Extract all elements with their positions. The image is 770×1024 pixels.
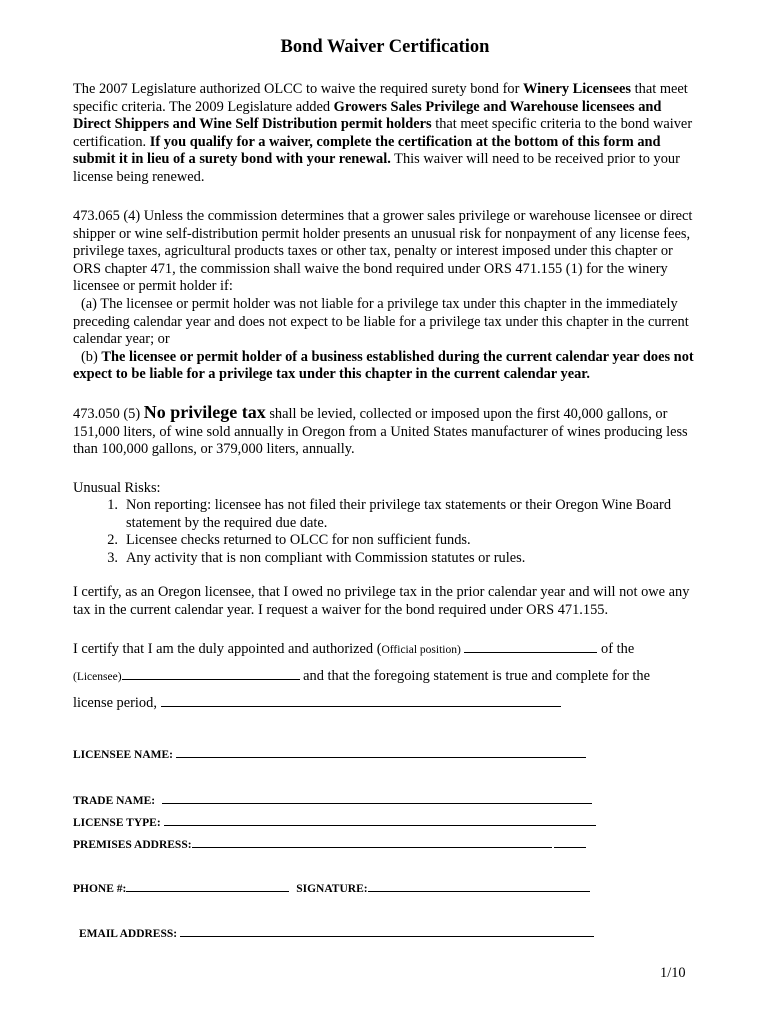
intro-paragraph: The 2007 Legislature authorized OLCC to waive the required surety bond for Winery Licensees that meet specific criteria. The 2009 Legislature added Growers Sales Privilege and Warehouse licensees and Direct Shippers and Wine Self Distribution permit holders that meet specific criteria to the bond waiver certification. If you qualify for a waiver, complete the certification at the bottom of this form and submit it in lieu of a surety bond with your renewal. This waiver will need to be received prior to your license being renewed. [73,81,693,185]
list-item: 1. Non reporting: licensee has not filed their privilege tax statements or their Oregon Wine Board statement by the required due date. [107,497,672,531]
phone-signature-row: PHONE #: SIGNATURE: [73,881,590,895]
license-type-input[interactable] [164,815,596,826]
statute-473-065: 473.065 (4) Unless the commission determines that a grower sales privilege or warehouse licensee or direct shipper or wine self-distribution permit holder presents an unusual risk for nonpayment of any license fees, privilege taxes, agricultural products taxes or other tax, penalty or interest imposed under this chapter or ORS chapter 471, the commission shall waive the bond required under ORS 471.155 (1) for the winery licensee or permit holder if: (a) The licensee or permit holder was not liable for a privilege tax under this chapter in the immediately preceding calendar year and does not expect to be liable for a privilege tax under this chapter in the current calendar year; or (b) The licensee or permit holder of a business established during the current calendar year does not expect to be liable for a privilege tax under this chapter in the current calendar year. [73,208,694,383]
list-item: 3. Any activity that is non compliant with Commission statutes or rules. [107,549,526,566]
trade-name-input[interactable] [162,793,592,804]
premises-address-row: PREMISES ADDRESS: [73,837,586,851]
email-address-input[interactable] [180,926,594,937]
premises-address-input[interactable] [192,837,552,848]
licensee-name-row: LICENSEE NAME: [73,747,586,761]
certify-position-line: I certify that I am the duly appointed and authorized (Official position) of the [73,641,635,657]
list-item: 2. Licensee checks returned to OLCC for non sufficient funds. [107,532,471,549]
license-period-field[interactable] [161,694,561,707]
risks-heading: Unusual Risks: [73,480,161,496]
risks-list [73,497,713,567]
premises-address-extra-input[interactable] [554,837,586,848]
license-type-row: LICENSE TYPE: [73,815,596,829]
statute-473-050: 473.050 (5) No privilege tax shall be levied, collected or imposed upon the first 40,000 gallons, or 151,000 liters, of wine sold annually in Oregon from a United States manufacturer of wines producing less than 100,000 gallons, or 379,000 liters, annually. [73,402,688,458]
page-number: 1/10 [660,965,686,981]
licensee-field[interactable] [122,667,300,680]
certify-period-line: license period, [73,694,703,713]
page-title: Bond Waiver Certification [280,37,490,57]
signature-input[interactable] [368,881,590,892]
email-address-row: EMAIL ADDRESS: [79,926,594,940]
trade-name-row: TRADE NAME: [73,793,592,807]
certify-licensee-line: (Licensee) and that the foregoing statement is true and complete for the [73,668,650,684]
phone-input[interactable] [126,881,289,892]
certify-statement: I certify, as an Oregon licensee, that I owed no privilege tax in the prior calendar year and will not owe any tax in the current calendar year. I request a waiver for the bond required under ORS 471.155. [73,584,690,618]
official-position-field[interactable] [464,640,597,653]
licensee-name-input[interactable] [176,747,586,758]
